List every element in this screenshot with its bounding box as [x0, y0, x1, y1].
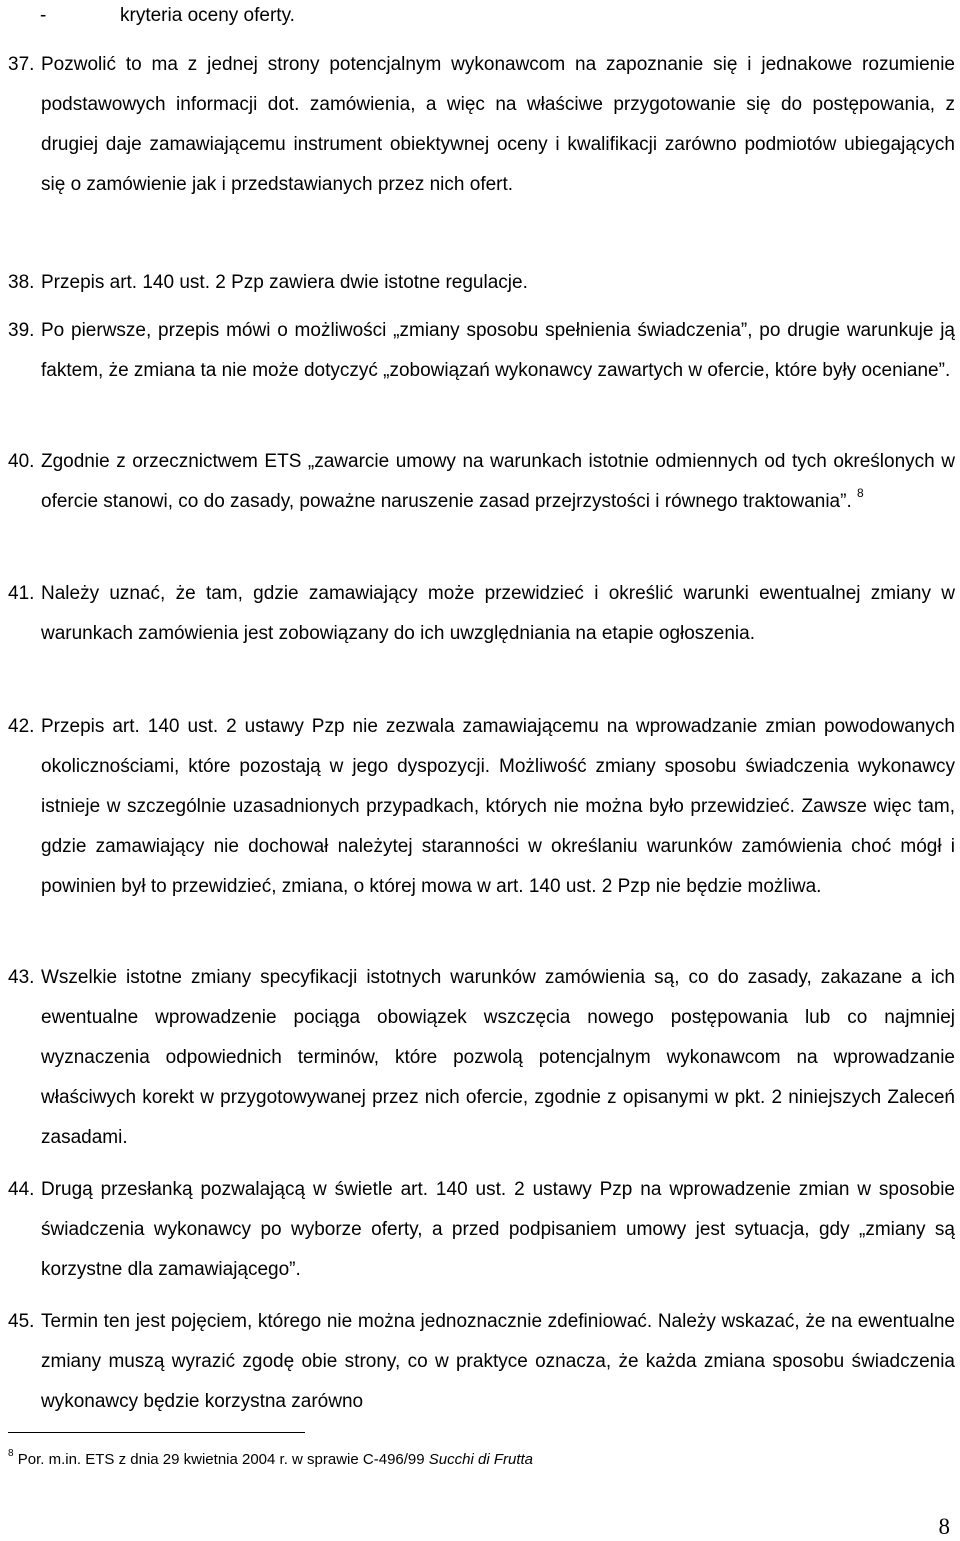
- paragraph-45: [0, 1302, 960, 1422]
- paragraph-text: Wszelkie istotne zmiany specyfikacji istotnych warunków zamówienia są, co do zasady, zakazane a ich ewentualne wprowadzenie pociąga obowiązek wszczęcia nowego postępowania lub co najmniej wyznaczenia odpowiednich terminów, które pozwolą potencjalnym wykonawcom na wprowadzanie właściwych korekt w przygotowywanej przez nich ofercie, zgodnie z opisanymi w pkt. 2 niniejszych Zaleceń zasadami.: [41, 967, 955, 1148]
- paragraph-number: 41.: [8, 583, 35, 604]
- paragraph-41: [0, 574, 960, 654]
- footnote-reference: 8: [857, 486, 864, 500]
- paragraph-42: [0, 707, 960, 907]
- paragraph-43: [0, 958, 960, 1158]
- footnote-case-name: Succhi di Frutta: [428, 1451, 533, 1468]
- paragraph-text: Pozwolić to ma z jednej strony potencjalnym wykonawcom na zapoznanie się i jednakowe rozumienie podstawowych informacji dot. zamówienia, a więc na właściwe przygotowanie się do postępowania, z drugiej daje zamawiającemu instrument obiektywnej oceny i kwalifikacji zarówno podmiotów ubiegających się o zamówienie jak i przedstawianych przez nich ofert.: [41, 54, 955, 195]
- page-number: 8: [938, 1514, 950, 1539]
- paragraph-40: [0, 442, 960, 522]
- bullet-marker: -: [40, 5, 47, 26]
- paragraph-number: 43.: [8, 967, 35, 988]
- paragraph-text: Przepis art. 140 ust. 2 ustawy Pzp nie zezwala zamawiającemu na wprowadzanie zmian powodowanych okolicznościami, które pozostają w jego dyspozycji. Możliwość zmiany sposobu świadczenia wykonawcy istnieje w szczególnie uzasadnionych przypadkach, których nie można było przewidzieć. Zawsze więc tam, gdzie zamawiający nie dochował należytej staranności w określaniu warunków zamówienia choć mógł i powinien był to przewidzieć, zmiana, o której mowa w art. 140 ust. 2 Pzp nie będzie możliwa.: [41, 716, 955, 897]
- footnote-separator: [8, 1432, 305, 1433]
- bullet-text: kryteria oceny oferty.: [120, 5, 295, 26]
- paragraph-number: 37.: [8, 54, 35, 75]
- paragraph-text: [41, 442, 955, 522]
- paragraph-39: [0, 311, 960, 391]
- footnote: [8, 1450, 533, 1470]
- paragraph-number: 40.: [8, 451, 35, 472]
- paragraph-number: 44.: [8, 1179, 35, 1200]
- paragraph-44: [0, 1170, 960, 1290]
- footnote-marker: 8: [8, 1448, 14, 1459]
- paragraph-number: 42.: [8, 716, 35, 737]
- paragraph-text: Drugą przesłanką pozwalającą w świetle art. 140 ust. 2 ustawy Pzp na wprowadzenie zmian w sposobie świadczenia wykonawcy po wyborze oferty, a przed podpisaniem umowy jest sytuacja, gdy „zmiany są korzystne dla zamawiającego”.: [41, 1179, 955, 1280]
- footnote-text: Por. m.in. ETS z dnia 29 kwietnia 2004 r. w sprawie C-496/99: [17, 1451, 425, 1468]
- paragraph-number: 39.: [8, 320, 35, 341]
- paragraph-number: 38.: [8, 272, 35, 293]
- paragraph-text: Po pierwsze, przepis mówi o możliwości „zmiany sposobu spełnienia świadczenia”, po drugie warunkuje ją faktem, że zmiana ta nie może dotyczyć „zobowiązań wykonawcy zawartych w ofercie, które były oceniane”.: [41, 320, 955, 381]
- paragraph-number: 45.: [8, 1311, 35, 1332]
- paragraph-text: Termin ten jest pojęciem, którego nie można jednoznacznie zdefiniować. Należy wskazać, że na ewentualne zmiany muszą wyrazić zgodę obie strony, co w praktyce oznacza, że każda zmiana sposobu świadczenia wykonawcy będzie korzystna zarówno: [41, 1311, 955, 1412]
- paragraph-text: Należy uznać, że tam, gdzie zamawiający może przewidzieć i określić warunki ewentualnej zmiany w warunkach zamówienia jest zobowiązany do ich uwzględniania na etapie ogłoszenia.: [41, 583, 955, 644]
- paragraph-text: Przepis art. 140 ust. 2 Pzp zawiera dwie istotne regulacje.: [41, 272, 528, 293]
- paragraph-37: [0, 45, 960, 205]
- paragraph-38: [0, 263, 960, 303]
- paragraph-text-content: Zgodnie z orzecznictwem ETS „zawarcie umowy na warunkach istotnie odmiennych od tych określonych w ofercie stanowi, co do zasady, poważne naruszenie zasad przejrzystości i równego traktowania”.: [41, 451, 955, 512]
